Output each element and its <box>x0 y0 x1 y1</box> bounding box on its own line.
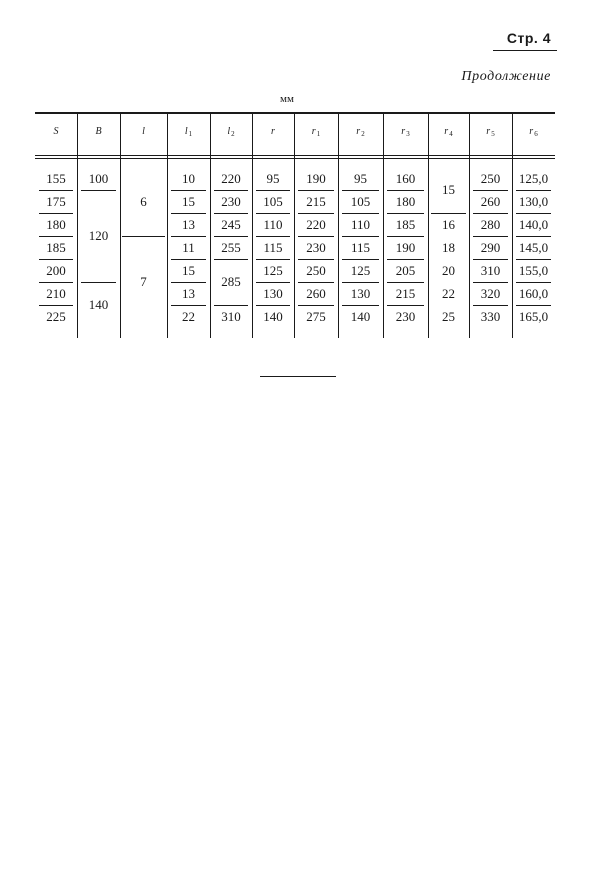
cell-underline <box>473 282 508 283</box>
table-cell: 275 <box>306 308 326 324</box>
end-of-text-rule <box>260 376 336 377</box>
column-header-symbol: r <box>444 126 449 137</box>
cell-underline <box>473 213 508 214</box>
cell-underline <box>171 282 206 283</box>
cell-underline <box>387 236 424 237</box>
column-header-subscript: 2 <box>361 130 365 138</box>
table-cell: 125 <box>263 262 283 278</box>
column-header <box>512 126 555 138</box>
column-header-symbol: r <box>401 126 406 137</box>
table-cell: 22 <box>442 285 455 301</box>
table-cell: 6 <box>140 193 147 209</box>
column-header <box>294 126 338 138</box>
table-cell: 280 <box>480 216 501 232</box>
cell-underline <box>342 213 379 214</box>
table-cell: 215 <box>395 285 416 301</box>
table-cell: 155 <box>46 170 66 186</box>
table-cell: 10 <box>182 170 195 186</box>
column-header <box>35 126 77 137</box>
table-cell: 25 <box>442 308 455 324</box>
table-cell: 15 <box>182 262 195 278</box>
column-header <box>120 126 167 137</box>
table-cell: 130,0 <box>518 193 549 209</box>
cell-underline <box>516 282 551 283</box>
cell-underline <box>39 305 73 306</box>
cell-underline <box>171 190 206 191</box>
table-cell: 210 <box>46 285 66 301</box>
cell-underline <box>473 259 508 260</box>
cell-underline <box>342 236 379 237</box>
table-cell: 225 <box>46 308 66 324</box>
table-cell: 260 <box>306 285 326 301</box>
table-cell: 13 <box>182 285 195 301</box>
table-cell: 285 <box>221 274 241 289</box>
cell-underline <box>122 236 165 237</box>
cell-underline <box>387 259 424 260</box>
cell-underline <box>39 190 73 191</box>
column-header-symbol: r <box>486 126 491 137</box>
table-cell: 125 <box>350 262 371 278</box>
cell-underline <box>81 282 116 283</box>
cell-underline <box>256 190 290 191</box>
column-header-symbol: l <box>142 126 145 137</box>
table-cell: 95 <box>354 170 367 186</box>
table-cell: 130 <box>350 285 371 301</box>
table-cell: 20 <box>442 262 455 278</box>
header-bottom-rule <box>35 155 555 156</box>
column-header <box>469 126 512 138</box>
column-header-symbol: l <box>184 126 188 137</box>
page-number: Стр. 4 <box>506 30 551 46</box>
cell-underline <box>342 190 379 191</box>
table-top-rule <box>35 112 555 114</box>
table-cell: 310 <box>221 308 241 324</box>
table-cell: 95 <box>266 170 280 186</box>
cell-underline <box>214 259 248 260</box>
cell-underline <box>214 213 248 214</box>
table-cell: 250 <box>480 170 501 186</box>
cell-underline <box>298 236 334 237</box>
cell-underline <box>387 190 424 191</box>
cell-underline <box>516 213 551 214</box>
cell-underline <box>39 282 73 283</box>
table-cell: 190 <box>306 170 326 186</box>
cell-underline <box>171 305 206 306</box>
cell-underline <box>298 282 334 283</box>
table-cell: 175 <box>46 193 66 209</box>
cell-underline <box>473 190 508 191</box>
cell-underline <box>39 236 73 237</box>
table-cell: 120 <box>88 228 109 243</box>
table-cell: 15 <box>442 182 455 197</box>
table-cell: 215 <box>306 193 326 209</box>
table-cell: 18 <box>442 239 455 255</box>
table-cell: 230 <box>221 193 241 209</box>
table-cell: 140,0 <box>518 216 549 232</box>
cell-underline <box>256 259 290 260</box>
cell-underline <box>342 259 379 260</box>
column-header <box>383 126 428 138</box>
column-header <box>210 126 252 138</box>
header-bottom-rule-2 <box>35 158 555 159</box>
cell-underline <box>256 305 290 306</box>
table-cell: 310 <box>480 262 501 278</box>
table-cell: 145,0 <box>518 239 549 255</box>
table-cell: 185 <box>395 216 416 232</box>
table-cell: 185 <box>46 239 66 255</box>
column-header-subscript: 2 <box>231 130 235 138</box>
cell-underline <box>431 213 466 214</box>
column-header <box>428 126 469 138</box>
column-header-symbol: r <box>311 126 316 137</box>
table-cell: 125,0 <box>518 170 549 186</box>
cell-underline <box>342 305 379 306</box>
table-cell: 13 <box>182 216 195 232</box>
table-cell: 115 <box>263 239 283 255</box>
cell-underline <box>171 259 206 260</box>
column-header-subscript: 6 <box>534 130 538 138</box>
column-header-symbol: l <box>227 126 231 137</box>
cell-underline <box>387 305 424 306</box>
table-cell: 165,0 <box>518 308 549 324</box>
continuation-label: Продолжение <box>461 69 551 84</box>
table-cell: 260 <box>480 193 501 209</box>
cell-underline <box>298 305 334 306</box>
cell-underline <box>473 305 508 306</box>
table-cell: 320 <box>480 285 501 301</box>
column-header <box>77 126 120 137</box>
table-cell: 105 <box>350 193 371 209</box>
table-cell: 190 <box>395 239 416 255</box>
cell-underline <box>298 259 334 260</box>
cell-underline <box>387 282 424 283</box>
column-header-subscript: 1 <box>316 130 321 138</box>
table-cell: 180 <box>395 193 416 209</box>
cell-underline <box>171 213 206 214</box>
column-header-subscript: 1 <box>188 130 193 138</box>
table-cell: 160,0 <box>518 285 549 301</box>
table-cell: 230 <box>306 239 326 255</box>
cell-underline <box>516 305 551 306</box>
table-cell: 140 <box>263 308 283 324</box>
column-header <box>167 126 210 138</box>
column-header <box>252 126 294 137</box>
table-cell: 100 <box>88 170 109 186</box>
cell-underline <box>256 213 290 214</box>
table-cell: 11 <box>182 239 195 255</box>
table-cell: 15 <box>182 193 195 209</box>
table-cell: 7 <box>140 274 147 289</box>
table-cell: 230 <box>395 308 416 324</box>
table-cell: 200 <box>46 262 66 278</box>
table-cell: 105 <box>263 193 283 209</box>
page-number-underline <box>493 50 557 51</box>
column-header-symbol: r <box>356 126 361 137</box>
table-cell: 245 <box>221 216 241 232</box>
cell-underline <box>214 305 248 306</box>
column-header-subscript: 4 <box>449 130 453 138</box>
column-header-symbol: B <box>95 126 102 137</box>
cell-underline <box>298 190 334 191</box>
cell-underline <box>171 236 206 237</box>
table-cell: 110 <box>263 216 283 232</box>
cell-underline <box>342 282 379 283</box>
table-cell: 140 <box>88 297 109 312</box>
table-cell: 155,0 <box>518 262 549 278</box>
cell-underline <box>39 213 73 214</box>
table-cell: 160 <box>395 170 416 186</box>
table-cell: 255 <box>221 239 241 255</box>
cell-underline <box>516 259 551 260</box>
table-cell: 205 <box>395 262 416 278</box>
cell-underline <box>256 236 290 237</box>
column-header-symbol: S <box>53 126 59 137</box>
cell-underline <box>473 236 508 237</box>
table-cell: 130 <box>263 285 283 301</box>
cell-underline <box>516 190 551 191</box>
table-cell: 110 <box>350 216 371 232</box>
table-cell: 290 <box>480 239 501 255</box>
column-divider <box>120 114 121 338</box>
cell-underline <box>298 213 334 214</box>
cell-underline <box>516 236 551 237</box>
table-cell: 22 <box>182 308 195 324</box>
table-cell: 115 <box>350 239 371 255</box>
cell-underline <box>256 282 290 283</box>
cell-underline <box>39 259 73 260</box>
cell-underline <box>214 236 248 237</box>
column-header-subscript: 5 <box>491 130 495 138</box>
cell-underline <box>214 190 248 191</box>
column-header-symbol: r <box>529 126 534 137</box>
table-cell: 180 <box>46 216 66 232</box>
cell-underline <box>81 190 116 191</box>
table-cell: 16 <box>442 216 455 232</box>
table-cell: 140 <box>350 308 371 324</box>
table-cell: 220 <box>306 216 326 232</box>
column-header-symbol: r <box>271 126 275 137</box>
column-header-subscript: 3 <box>406 130 410 138</box>
table-cell: 250 <box>306 262 326 278</box>
column-header <box>338 126 383 138</box>
units-label: мм <box>280 93 294 105</box>
table-cell: 220 <box>221 170 241 186</box>
cell-underline <box>387 213 424 214</box>
table-cell: 330 <box>480 308 501 324</box>
